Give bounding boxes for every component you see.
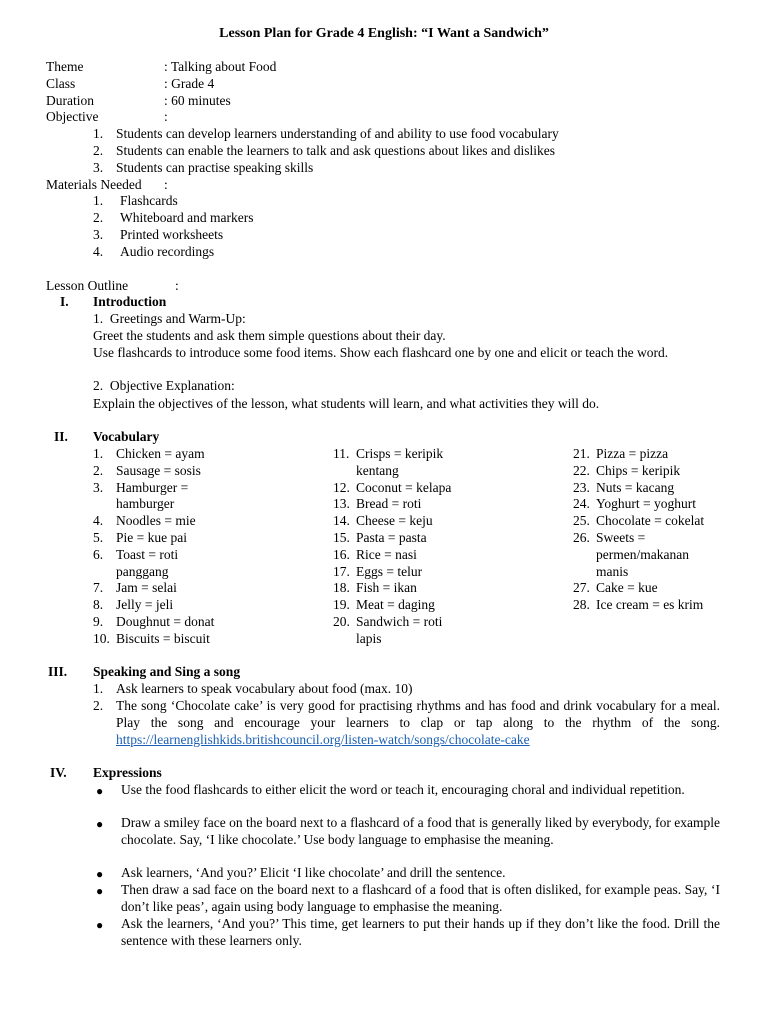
material-number: 4. <box>93 244 104 259</box>
material-number: 3. <box>93 227 104 242</box>
section-heading-expressions: Expressions <box>93 765 162 780</box>
vocabulary-item: 28. Ice cream = es krim <box>573 597 704 613</box>
vocabulary-item: 8. Jelly = jeli <box>93 597 174 613</box>
vocabulary-item: 16. Rice = nasi <box>333 546 417 562</box>
speaking-item-song <box>116 698 720 748</box>
material-number: 2. <box>93 210 104 225</box>
vocabulary-item: 21. Pizza = pizza <box>573 446 669 461</box>
vocabulary-item: 20. Sandwich = roti lapis <box>333 613 443 646</box>
expression-item: Then draw a sad face on the board next to a flashcard of a food that is often disliked, for example peas. Say, ‘I don’t like peas’, again using body language to emphasise the meaning. <box>121 882 720 914</box>
section-heading-introduction: Introduction <box>93 294 167 309</box>
material-item: Printed worksheets <box>120 227 224 242</box>
vocabulary-item: 9. Doughnut = donat <box>93 613 215 629</box>
vocabulary-item: 7. Jam = selai <box>93 580 177 596</box>
expression-item: Use the food flashcards to either elicit the word or teach it, encouraging choral and individual repetition. <box>121 782 685 797</box>
section-roman-numeral: III. <box>48 664 68 679</box>
vocabulary-item: 5. Pie = kue pai <box>93 529 187 545</box>
section-roman-numeral: II. <box>54 429 68 444</box>
bullet-icon: ● <box>96 867 104 881</box>
theme-label: Theme <box>46 59 84 74</box>
objective-colon: : <box>164 109 168 124</box>
objective-item: Students can practise speaking skills <box>116 160 314 175</box>
vocabulary-item: 15. Pasta = pasta <box>333 529 427 545</box>
objective-number: 2. <box>93 143 104 158</box>
vocabulary-item: 26. Sweets = permen/makanan manis <box>573 529 689 579</box>
vocabulary-item: 2. Sausage = sosis <box>93 462 201 478</box>
speaking-item-number: 1. <box>93 681 104 696</box>
materials-colon: : <box>164 177 168 192</box>
duration-label: Duration <box>46 93 94 108</box>
vocabulary-item: 1. Chicken = ayam <box>93 446 205 461</box>
intro-paragraph: Use flashcards to introduce some food items. Show each flashcard one by one and elicit or teach the word. <box>93 345 669 360</box>
expression-item: Ask learners, ‘And you?’ Elicit ‘I like chocolate’ and drill the sentence. <box>121 865 506 880</box>
section-roman-numeral: IV. <box>50 765 67 780</box>
vocabulary-item: 19. Meat = daging <box>333 597 435 613</box>
vocabulary-column-3 <box>573 446 723 614</box>
vocabulary-item: 14. Cheese = keju <box>333 513 433 529</box>
materials-label: Materials Needed <box>46 177 142 192</box>
vocabulary-item: 4. Noodles = mie <box>93 513 196 529</box>
expression-item: Draw a smiley face on the board next to a flashcard of a food that is generally liked by everybody, for example chocolate. Say, ‘I like chocolate.’ Use body language to emphasise the meaning. <box>121 815 720 847</box>
outline-colon: : <box>175 278 179 293</box>
objective-number: 1. <box>93 126 104 141</box>
outline-label: Lesson Outline <box>46 278 129 293</box>
vocabulary-item: 17. Eggs = telur <box>333 563 423 579</box>
intro-item-objective-explanation: 2. Objective Explanation: <box>93 378 235 393</box>
vocabulary-item: 24. Yoghurt = yoghurt <box>573 496 697 512</box>
vocabulary-item: 3. Hamburger = hamburger <box>93 479 189 512</box>
class-value: : Grade 4 <box>164 76 215 91</box>
vocabulary-column-2 <box>333 446 468 648</box>
duration-value: : 60 minutes <box>164 93 231 108</box>
vocabulary-item: 25. Chocolate = cokelat <box>573 513 705 529</box>
objective-number: 3. <box>93 160 104 175</box>
vocabulary-column-1 <box>93 446 223 648</box>
bullet-icon: ● <box>96 884 104 898</box>
vocabulary-item: 13. Bread = roti <box>333 496 422 512</box>
song-description: The song ‘Chocolate cake’ is very good for practising rhythms and has food and drink vocabulary for a meal. Play the song and encourage your learners to clap or tap along to the rhythm of the song. <box>116 698 720 730</box>
material-item: Flashcards <box>120 193 178 208</box>
speaking-item: Ask learners to speak vocabulary about food (max. 10) <box>116 681 413 696</box>
bullet-icon: ● <box>96 784 104 798</box>
speaking-item-number: 2. <box>93 698 104 713</box>
vocabulary-item: 22. Chips = keripik <box>573 462 681 478</box>
document-title: Lesson Plan for Grade 4 English: “I Want a Sandwich” <box>219 26 549 41</box>
objective-label: Objective <box>46 109 99 124</box>
objective-item: Students can enable the learners to talk and ask questions about likes and dislikes <box>116 143 556 158</box>
section-heading-vocabulary: Vocabulary <box>93 429 160 444</box>
vocabulary-item: 23. Nuts = kacang <box>573 479 675 495</box>
section-roman-numeral: I. <box>60 294 69 309</box>
vocabulary-item: 11. Crisps = keripik kentang <box>333 446 444 478</box>
song-link[interactable]: https://learnenglishkids.britishcouncil.org/listen-watch/songs/chocolate-cake <box>116 731 530 747</box>
expression-item: Ask the learners, ‘And you?’ This time, get learners to put their hands up if they don’t like the food. Drill the sentence with these learners only. <box>121 916 720 948</box>
section-heading-speaking: Speaking and Sing a song <box>93 664 241 679</box>
bullet-icon: ● <box>96 817 104 831</box>
vocabulary-item: 10. Biscuits = biscuit <box>93 630 210 646</box>
vocabulary-item: 18. Fish = ikan <box>333 580 417 596</box>
material-number: 1. <box>93 193 104 208</box>
bullet-icon: ● <box>96 918 104 932</box>
class-label: Class <box>46 76 76 91</box>
intro-item-greetings: 1. Greetings and Warm-Up: <box>93 311 246 326</box>
material-item: Audio recordings <box>120 244 215 259</box>
objective-item: Students can develop learners understanding of and ability to use food vocabulary <box>116 126 559 141</box>
vocabulary-item: 27. Cake = kue <box>573 580 658 596</box>
material-item: Whiteboard and markers <box>120 210 254 225</box>
vocabulary-item: 12. Coconut = kelapa <box>333 479 452 495</box>
intro-paragraph: Greet the students and ask them simple questions about their day. <box>93 328 446 343</box>
vocabulary-item: 6. Toast = roti panggang <box>93 546 179 579</box>
intro-paragraph: Explain the objectives of the lesson, what students will learn, and what activities they will do. <box>93 396 600 411</box>
theme-value: : Talking about Food <box>164 59 277 74</box>
